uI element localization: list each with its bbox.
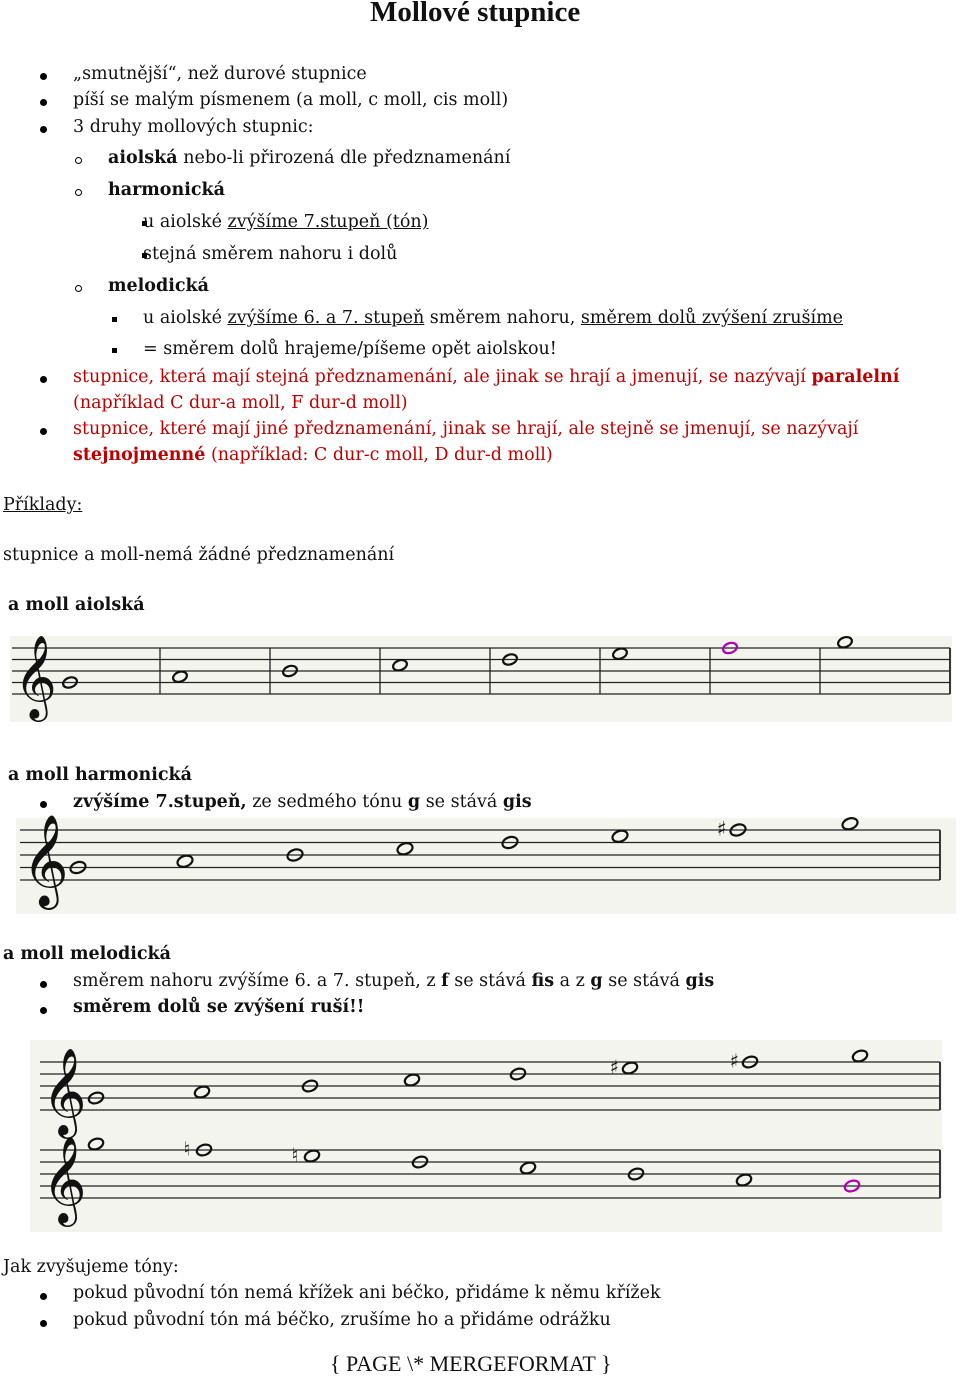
parallel-line-2: (například C dur-a moll, F dur-d moll) xyxy=(73,393,408,413)
melodicka-sub-2: = směrem dolů hrajeme/píšeme opět aiolskou! xyxy=(143,339,557,359)
whole-note xyxy=(837,635,854,649)
treble-clef-icon: 𝄞 xyxy=(14,635,57,719)
harmonicka-sub-2: stejná směrem nahoru i dolů xyxy=(143,244,398,264)
whole-note xyxy=(735,1173,752,1188)
treble-clef-icon: 𝄞 xyxy=(42,1135,87,1223)
sharp-icon: ♯ xyxy=(729,1049,739,1073)
whole-note xyxy=(396,841,414,856)
sharp-icon: ♯ xyxy=(716,816,727,841)
page-footer-field: { PAGE \* MERGEFORMAT } xyxy=(330,1351,612,1376)
harmonicka-title: a moll harmonická xyxy=(8,765,192,785)
aiolska-title: a moll aiolská xyxy=(8,595,145,615)
intro-item-3: 3 druhy mollových stupnic: xyxy=(73,117,314,137)
page-title: Mollové stupnice xyxy=(370,0,581,28)
whole-note xyxy=(851,1049,868,1064)
whole-note xyxy=(87,1137,104,1152)
samename-line-2: stejnojmenné (například: C dur-c moll, D dur-d moll) xyxy=(73,445,553,465)
raising-item-2: pokud původní tón má béčko, zrušíme ho a přidáme odrážku xyxy=(73,1310,611,1330)
whole-note xyxy=(176,854,194,869)
whole-note xyxy=(403,1073,420,1088)
whole-note xyxy=(392,658,409,672)
whole-note xyxy=(172,670,189,684)
melodicka-sub-1: u aiolské zvýšíme 6. a 7. stupeň směrem nahoru, směrem dolů zvýšení zrušíme xyxy=(143,308,844,328)
intro-item-2: píší se malým písmenem (a moll, c moll, cis moll) xyxy=(73,90,509,110)
harmonicka-rule: zvýšíme 7.stupeň, ze sedmého tónu g se stává gis xyxy=(73,792,532,812)
amoll-note: stupnice a moll-nemá žádné předznamenání xyxy=(3,545,395,565)
whole-note xyxy=(611,829,629,844)
whole-note xyxy=(519,1161,536,1176)
melodicka-label: melodická xyxy=(108,276,209,296)
natural-icon: ♮ xyxy=(291,1143,299,1167)
harmonicka-label: harmonická xyxy=(108,180,225,200)
whole-note xyxy=(841,816,859,831)
treble-clef-icon: 𝄞 xyxy=(22,814,69,906)
aiolska-label: aiolská xyxy=(108,148,178,168)
melodicka-rule-2: směrem dolů se zvýšení ruší!! xyxy=(73,997,365,1017)
raising-heading: Jak zvyšujeme tóny: xyxy=(3,1257,179,1277)
samename-line-1: stupnice, které mají jiné předznamenání, jinak se hrají, ale stejně se jmenují, se nazývají xyxy=(73,419,859,439)
whole-note xyxy=(612,647,629,661)
melodicka-title: a moll melodická xyxy=(3,944,171,964)
intro-item-1: „smutnější“, než durové stupnice xyxy=(73,64,367,84)
examples-heading: Příklady: xyxy=(3,495,83,515)
whole-note xyxy=(621,1061,638,1076)
natural-icon: ♮ xyxy=(183,1137,191,1161)
harmonicka-sub-1: u aiolské zvýšíme 7.stupeň (tón) xyxy=(143,212,429,232)
whole-note xyxy=(303,1149,320,1164)
whole-note xyxy=(193,1085,210,1100)
raising-item-1: pokud původní tón nemá křížek ani béčko, přidáme k němu křížek xyxy=(73,1283,661,1303)
sharp-icon: ♯ xyxy=(609,1055,619,1079)
melodicka-rule-1: směrem nahoru zvýšíme 6. a 7. stupeň, z f se stává fis a z g se stává gis xyxy=(73,971,715,991)
parallel-line-1: stupnice, která mají stejná předznamenání, ale jinak se hrají a jmenují, se nazývají paralelní xyxy=(73,367,900,387)
aiolska-desc: nebo-li přirozená dle předznamenání xyxy=(177,148,511,168)
treble-clef-icon: 𝄞 xyxy=(42,1047,87,1135)
